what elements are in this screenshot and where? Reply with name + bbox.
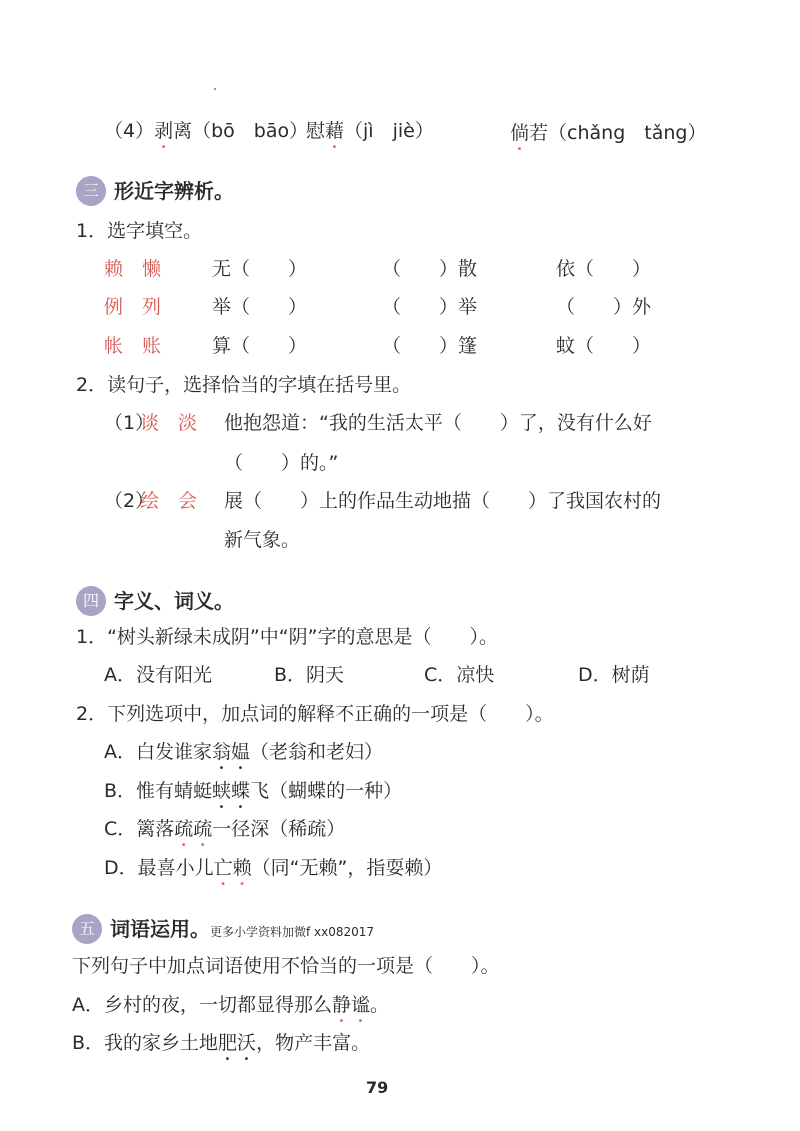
dotted-word: 蛱蝶	[212, 780, 251, 802]
option-4-2-b	[104, 778, 402, 813]
option-text: 一径深（稀疏）	[212, 818, 346, 840]
fill-3-3: 蚊（ ）	[556, 335, 652, 357]
question-4-2: 2．下列选项中，加点词的解释不正确的一项是（ ）。	[76, 703, 554, 725]
fill-2-2: （ ）举	[382, 296, 478, 318]
pinyin-text: （jì jiè）	[344, 120, 434, 142]
option-text: B．惟有蜻蜓	[104, 780, 213, 802]
section-title-5	[110, 914, 374, 947]
char-pair-row-1: 赖 懒	[104, 258, 162, 280]
option-4-2-d	[104, 855, 442, 890]
option-4-2-a	[104, 739, 383, 774]
sentence-1-number: （1）	[104, 412, 155, 434]
dotted-word: 肥沃	[218, 1032, 257, 1054]
fill-2-1: 举（ ）	[212, 296, 308, 318]
option-text: A．白发谁家	[104, 741, 212, 763]
option-text: （同“无赖”，指耍赖）	[251, 857, 443, 879]
page-number: 79	[366, 1078, 389, 1097]
option-text: （老翁和老妇）	[250, 741, 384, 763]
pinyin-item-4a	[104, 118, 308, 153]
option-5-a	[72, 992, 389, 1027]
option-4-2-c	[104, 816, 345, 851]
option-text: 。	[370, 994, 390, 1016]
option-text: C．篱落	[104, 818, 175, 840]
pinyin-text: 若（chǎng tǎng）	[529, 122, 707, 144]
sentence-2-line-2: 新气象。	[224, 529, 301, 551]
fill-3-2: （ ）篷	[382, 335, 478, 357]
section-badge-5: 五	[72, 914, 102, 944]
watermark-note: 更多小学资料加微f xx082017	[210, 925, 375, 939]
sentence-2-number: （2）	[104, 490, 155, 512]
question-3-1: 1．选字填空。	[76, 220, 203, 242]
option-text: A．乡村的夜，一切都显得那么	[72, 994, 332, 1016]
sentence-1-line-1: 他抱怨道：“我的生活太平（ ）了，没有什么好	[224, 412, 652, 434]
section-title-5-text: 词语运用。	[110, 917, 210, 941]
dotted-word: 疏疏	[174, 818, 213, 840]
dotted-word: 静谧	[332, 994, 371, 1016]
dotted-char: 剥	[154, 120, 174, 142]
option-text: D．最喜小儿	[104, 857, 214, 879]
item-number: （4）	[104, 120, 155, 142]
sentence-2-line-1: 展（ ）上的作品生动地描（ ）了我国农村的	[224, 490, 662, 512]
char-pair-row-3: 帐 账	[104, 335, 162, 357]
option-text: 飞（蝴蝶的一种）	[250, 780, 403, 802]
dotted-word: 亡赖	[213, 857, 252, 879]
fill-1-2: （ ）散	[382, 258, 478, 280]
option-4-1-d: D．树荫	[578, 664, 650, 686]
char-pair-row-2: 例 列	[104, 296, 162, 318]
question-4-1: 1．“树头新绿未成阴”中“阴”字的意思是（ ）。	[76, 626, 498, 648]
sentence-1-pair: 谈 淡	[140, 412, 198, 434]
question-3-2: 2．读句子，选择恰当的字填在括号里。	[76, 374, 412, 396]
section-badge-4: 四	[76, 586, 106, 616]
fill-1-3: 依（ ）	[556, 258, 652, 280]
dotted-char: 藉	[325, 120, 345, 142]
question-5: 下列句子中加点词语使用不恰当的一项是（ ）。	[72, 955, 500, 977]
fill-3-1: 算（ ）	[212, 335, 308, 357]
option-4-1-a: A．没有阳光	[104, 664, 212, 686]
section-badge-3: 三	[76, 176, 106, 206]
option-text: B．我的家乡土地	[72, 1032, 219, 1054]
section-title-3: 形近字辨析。	[114, 179, 234, 203]
fill-2-3: （ ）外	[556, 296, 652, 318]
stray-mark	[214, 88, 216, 90]
sentence-1-line-2: （ ）的。”	[224, 452, 339, 474]
fill-1-1: 无（ ）	[212, 258, 308, 280]
dotted-char: 倘	[510, 122, 530, 144]
dotted-word: 翁媪	[212, 741, 251, 763]
option-text: ，物产丰富。	[256, 1032, 371, 1054]
plain-char: 慰	[306, 120, 326, 142]
pinyin-text: 离（bō bāo）	[173, 120, 309, 142]
option-5-b	[72, 1030, 370, 1065]
sentence-2-pair: 绘 会	[140, 490, 198, 512]
option-4-1-c: C．凉快	[424, 664, 495, 686]
option-4-1-b: B．阴天	[274, 664, 345, 686]
pinyin-item-4b	[306, 118, 434, 153]
pinyin-item-4c	[510, 120, 706, 155]
section-title-4: 字义、词义。	[114, 589, 234, 613]
